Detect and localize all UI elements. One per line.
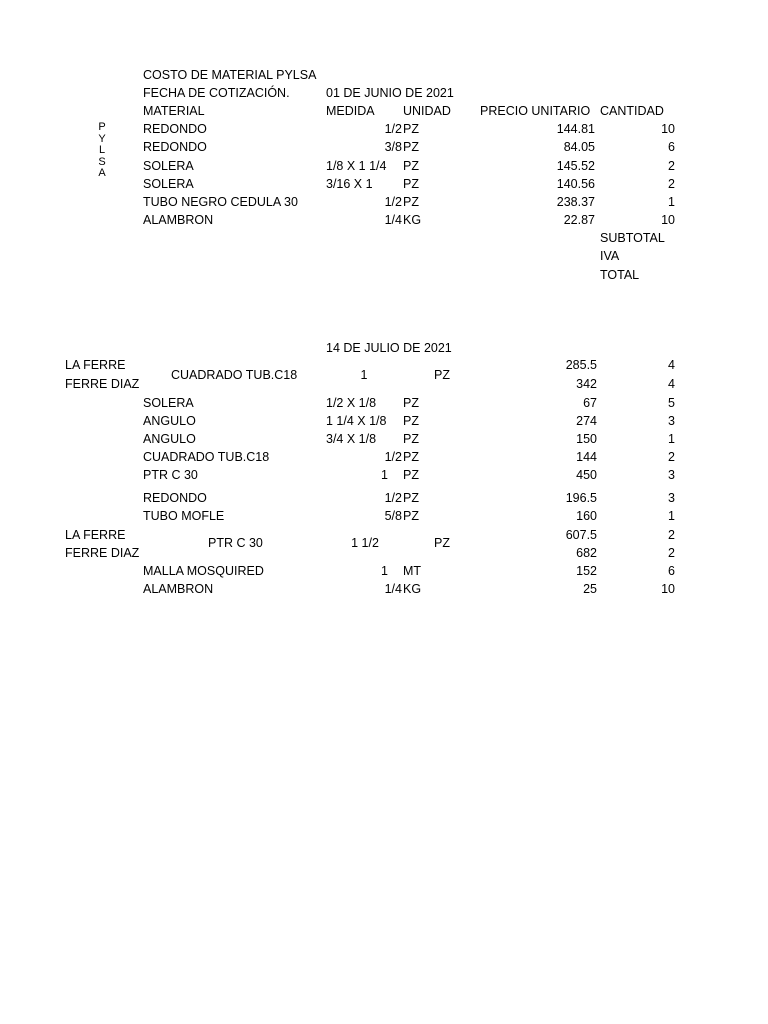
cell-material: ALAMBRON <box>143 582 214 596</box>
supplier-letter: A <box>98 167 106 179</box>
cell-precio: 144.81 <box>556 122 595 136</box>
cell-precio: 450 <box>576 468 597 482</box>
cell-unidad: PZ <box>403 396 419 410</box>
cell-cantidad: 2 <box>668 546 675 560</box>
cell-cantidad: 6 <box>668 140 675 154</box>
cell-medida: 1/8 X 1 1/4 <box>326 159 387 173</box>
cell-precio: 285.5 <box>565 358 597 372</box>
cell-material: REDONDO <box>143 491 207 505</box>
cell-unidad: PZ <box>403 432 419 446</box>
cell-precio: 25 <box>583 582 597 596</box>
header-cantidad: CANTIDAD <box>600 104 664 118</box>
header-precio-unitario: PRECIO UNITARIO <box>480 104 591 118</box>
supplier-letter: Y <box>98 132 106 145</box>
cell-medida: 3/16 X 1 <box>326 177 373 191</box>
cell-medida: 1 1/2 <box>351 536 379 550</box>
cell-material: CUADRADO TUB.C18 <box>143 450 270 464</box>
cell-precio: 682 <box>576 546 597 560</box>
cell-medida: 1 1/4 X 1/8 <box>326 414 387 428</box>
cell-material: TUBO NEGRO CEDULA 30 <box>143 195 298 209</box>
subtotal-label: SUBTOTAL <box>600 231 665 245</box>
cell-cantidad: 2 <box>668 528 675 542</box>
cell-medida: 1/2 <box>384 195 402 209</box>
cell-precio: 274 <box>576 414 597 428</box>
cell-medida: 1/2 X 1/8 <box>326 396 377 410</box>
supplier-letter: P <box>98 121 106 133</box>
cell-unidad: PZ <box>403 195 419 209</box>
cell-medida: 3/4 X 1/8 <box>326 432 377 446</box>
cell-precio: 152 <box>576 564 597 578</box>
cell-material: TUBO MOFLE <box>143 509 225 523</box>
cell-cantidad: 1 <box>668 509 675 523</box>
cell-medida: 1/4 <box>384 582 402 596</box>
cell-material: ANGULO <box>143 432 196 446</box>
cell-unidad: PZ <box>403 177 419 191</box>
cell-material: ALAMBRON <box>143 213 214 227</box>
cell-precio: 150 <box>576 432 597 446</box>
supplier-letter: S <box>98 155 106 168</box>
cell-cantidad: 10 <box>661 582 675 596</box>
cell-material: REDONDO <box>143 122 207 136</box>
cell-precio: 67 <box>583 396 597 410</box>
cell-unidad: PZ <box>434 368 450 382</box>
cell-cantidad: 4 <box>668 377 675 391</box>
cell-unidad: KG <box>403 213 422 227</box>
cell-material: SOLERA <box>143 177 194 191</box>
cell-medida: 1/2 <box>384 450 402 464</box>
cell-cantidad: 4 <box>668 358 675 372</box>
cell-precio: 342 <box>576 377 597 391</box>
cell-unidad: PZ <box>403 122 419 136</box>
supplier-name: FERRE DIAZ <box>65 377 140 391</box>
cell-unidad: PZ <box>403 491 419 505</box>
cell-cantidad: 3 <box>668 414 675 428</box>
supplier-name: FERRE DIAZ <box>65 546 140 560</box>
cell-unidad: PZ <box>434 536 450 550</box>
cell-material: REDONDO <box>143 140 207 154</box>
cell-precio: 196.5 <box>565 491 597 505</box>
cell-unidad: PZ <box>403 450 419 464</box>
cell-unidad: MT <box>403 564 422 578</box>
cell-medida: 1/2 <box>384 491 402 505</box>
cell-cantidad: 6 <box>668 564 675 578</box>
cell-unidad: PZ <box>403 159 419 173</box>
cell-cantidad: 2 <box>668 177 675 191</box>
sheet-title: COSTO DE MATERIAL PYLSA <box>143 68 317 82</box>
cell-medida: 3/8 <box>384 140 402 154</box>
cell-precio: 607.5 <box>565 528 597 542</box>
cell-cantidad: 10 <box>661 213 675 227</box>
cell-unidad: PZ <box>403 509 419 523</box>
cell-medida: 1/2 <box>384 122 402 136</box>
cell-cantidad: 2 <box>668 159 675 173</box>
cell-cantidad: 1 <box>668 432 675 446</box>
cell-cantidad: 2 <box>668 450 675 464</box>
cell-precio: 238.37 <box>556 195 595 209</box>
supplier-letter: L <box>98 144 106 156</box>
cell-material: PTR C 30 <box>143 468 198 482</box>
cell-medida: 1 <box>381 468 388 482</box>
cell-precio: 140.56 <box>556 177 595 191</box>
quote-date-value: 01 DE JUNIO DE 2021 <box>326 86 454 100</box>
cell-unidad: PZ <box>403 414 419 428</box>
cell-unidad: KG <box>403 582 422 596</box>
cell-precio: 160 <box>576 509 597 523</box>
header-unidad: UNIDAD <box>403 104 451 118</box>
cell-cantidad: 10 <box>661 122 675 136</box>
supplier-name: LA FERRE <box>65 528 126 542</box>
cell-material: SOLERA <box>143 159 194 173</box>
total-label: TOTAL <box>600 268 640 282</box>
supplier-name: LA FERRE <box>65 358 126 372</box>
cell-unidad: PZ <box>403 468 419 482</box>
cell-medida: 5/8 <box>384 509 402 523</box>
cell-cantidad: 3 <box>668 491 675 505</box>
cell-material: PTR C 30 <box>208 536 263 550</box>
cell-cantidad: 5 <box>668 396 675 410</box>
header-medida: MEDIDA <box>326 104 375 118</box>
cell-cantidad: 1 <box>668 195 675 209</box>
cell-precio: 22.87 <box>563 213 595 227</box>
quote-date-value-2: 14 DE JULIO DE 2021 <box>326 341 452 355</box>
cell-precio: 145.52 <box>556 159 595 173</box>
cell-precio: 144 <box>576 450 597 464</box>
iva-label: IVA <box>600 249 620 263</box>
cell-medida: 1 <box>381 564 388 578</box>
cell-medida: 1 <box>360 368 368 382</box>
header-material: MATERIAL <box>143 104 205 118</box>
cell-cantidad: 3 <box>668 468 675 482</box>
cell-medida: 1/4 <box>384 213 402 227</box>
cell-material: ANGULO <box>143 414 196 428</box>
cell-material: MALLA MOSQUIRED <box>143 564 264 578</box>
cell-material: SOLERA <box>143 396 194 410</box>
cell-unidad: PZ <box>403 140 419 154</box>
supplier-vertical-label <box>95 122 109 180</box>
cell-precio: 84.05 <box>563 140 595 154</box>
quote-date-label: FECHA DE COTIZACIÓN. <box>143 86 290 100</box>
cell-material: CUADRADO TUB.C18 <box>171 368 298 382</box>
